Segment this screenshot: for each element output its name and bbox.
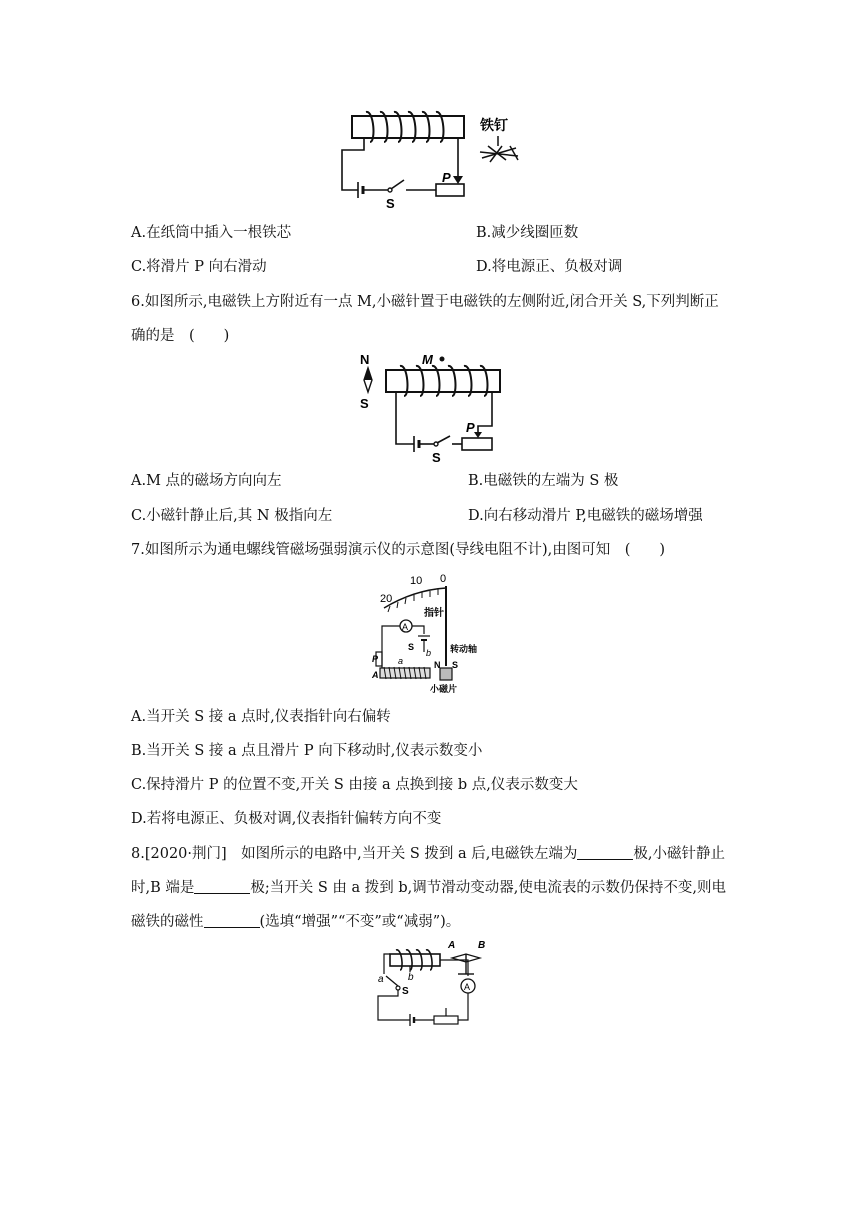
q8-blank-3[interactable]	[204, 913, 260, 928]
q7-option-b: B.当开关 S 接 a 点且滑片 P 向下移动时,仪表示数变小	[131, 743, 483, 759]
figure-q8-switch-circuit	[370, 940, 500, 1026]
q8-line-1	[131, 844, 725, 864]
fig7-label-s: S	[408, 642, 415, 652]
fig7-label-n2: N	[434, 660, 441, 670]
q8-line-3-part-a: 磁铁的磁性	[131, 914, 204, 930]
q8-line-1-part-b: 极,小磁针静止	[633, 846, 725, 862]
q6-stem-line-2: 确的是 ( )	[131, 328, 230, 344]
q5-option-b: B.减少线圈匝数	[476, 225, 579, 241]
fig7-label-magnet: 小磁片	[430, 684, 458, 694]
q6-option-d: D.向右移动滑片 P,电磁铁的磁场增强	[468, 508, 703, 524]
q8-line-2	[131, 878, 726, 898]
fig8-label-b: b	[408, 972, 414, 983]
fig8-label-s: S	[402, 986, 409, 997]
q7-stem: 7.如图所示为通电螺线管磁场强弱演示仪的示意图(导线电阻不计),由图可知 ( )	[131, 542, 666, 558]
fig7-label-b: b	[426, 648, 432, 658]
fig6-label-s-needle: S	[360, 396, 369, 411]
q8-blank-1[interactable]	[577, 845, 633, 860]
figure-q6-electromagnet-circuit	[356, 350, 516, 468]
figure-q5-electromagnet-circuit	[330, 108, 530, 218]
q8-line-2-part-b: 极;当开关 S 由 a 拨到 b,调节滑动变动器,使电流表的示数仍保持不变,则电	[250, 880, 726, 896]
q6-option-b: B.电磁铁的左端为 S 极	[468, 473, 619, 489]
fig7-label-big-a: A	[372, 670, 379, 680]
q6-stem-line-1: 6.如图所示,电磁铁上方附近有一点 M,小磁针置于电磁铁的左侧附近,闭合开关 S,下列判断正	[131, 294, 719, 310]
q8-line-3-part-b: (选填“增强”“不变”或“减弱”)。	[259, 914, 461, 930]
iron-nails-icon	[480, 136, 518, 162]
fig6-label-p: P	[466, 420, 475, 435]
q7-option-d: D.若将电源正、负极对调,仪表指针偏转方向不变	[131, 811, 442, 827]
q5-option-d: D.将电源正、负极对调	[476, 259, 623, 275]
q7-option-a: A.当开关 S 接 a 点时,仪表指针向右偏转	[131, 709, 391, 725]
fig7-label-p: P	[372, 654, 379, 664]
fig6-label-n: N	[360, 352, 370, 367]
q6-option-c: C.小磁针静止后,其 N 极指向左	[131, 508, 333, 524]
figure-q7-field-strength-demonstrator	[370, 572, 478, 696]
fig7-tick-0: 0	[440, 573, 447, 585]
q6-option-a: A.M 点的磁场方向向左	[131, 473, 282, 489]
fig7-tick-20: 20	[380, 593, 393, 605]
fig7-label-axis: 转动轴	[450, 644, 478, 654]
q8-line-3	[131, 912, 460, 932]
fig8-label-a: a	[378, 974, 384, 985]
fig6-label-s: S	[432, 450, 441, 465]
fig7-label-a: a	[398, 656, 404, 666]
q8-line-1-part-a: 8.[2020·荆门] 如图所示的电路中,当开关 S 拨到 a 后,电磁铁左端为	[131, 846, 578, 862]
q7-option-c: C.保持滑片 P 的位置不变,开关 S 由接 a 点换到接 b 点,仪表示数变大	[131, 777, 578, 793]
q8-blank-2[interactable]	[194, 879, 250, 894]
fig8-label-big-b: B	[478, 940, 486, 951]
q5-option-c: C.将滑片 P 向右滑动	[131, 259, 267, 275]
q8-line-2-part-a: 时,B 端是	[131, 880, 195, 896]
fig7-label-pointer: 指针	[424, 608, 444, 619]
fig8-label-meter: A	[464, 982, 471, 992]
fig8-label-big-a: A	[448, 940, 456, 951]
fig7-tick-10: 10	[410, 575, 423, 587]
fig7-label-a-meter: A	[402, 622, 409, 632]
fig5-label-nail: 铁钉	[480, 117, 508, 133]
q5-option-a: A.在纸筒中插入一根铁芯	[131, 225, 292, 241]
fig6-label-m: M	[422, 352, 433, 367]
fig5-label-p: P	[442, 170, 451, 185]
fig5-label-s: S	[386, 196, 395, 211]
fig7-label-s2: S	[452, 660, 459, 670]
